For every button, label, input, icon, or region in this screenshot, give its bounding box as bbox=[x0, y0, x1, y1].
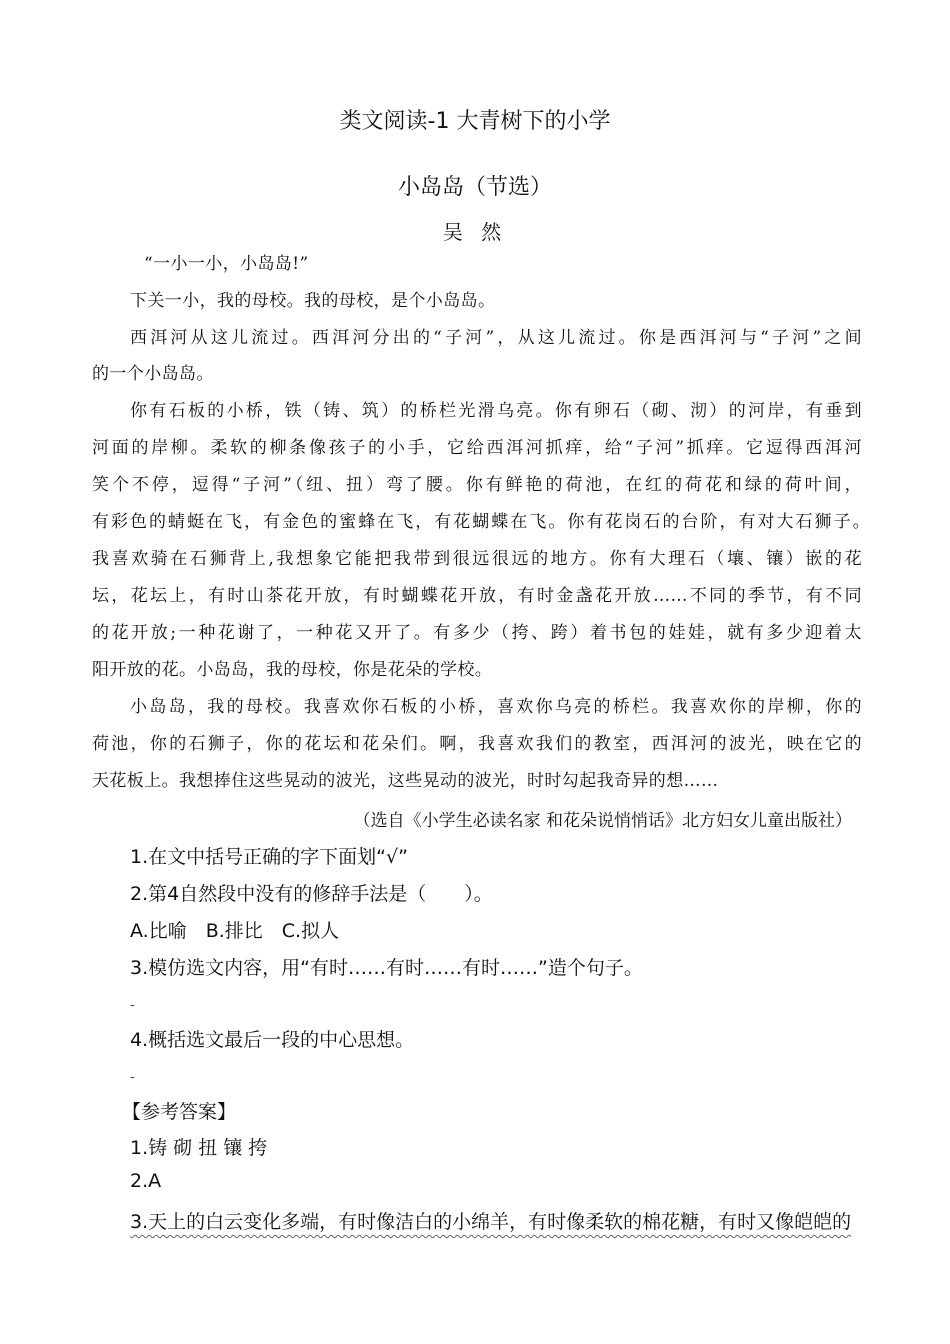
paragraph-line: 的花开放;一种花谢了，一种花又开了。有多少（挎、跨）着书包的娃娃，就有多少迎着太 bbox=[92, 623, 862, 643]
paragraph-line: 的一个小岛岛。 bbox=[92, 364, 214, 384]
paragraph-line: 荷池，你的石狮子，你的花坛和花朵们。啊，我喜欢我们的教室，西洱河的波光，映在它的 bbox=[92, 734, 862, 754]
answer-1: 1.铸 砌 扭 镶 挎 bbox=[130, 1137, 268, 1159]
paragraph-line: 笑个不停，逗得“子河”（纽、扭）弯了腰。你有鲜艳的荷池，在红的荷花和绿的荷叶间， bbox=[92, 475, 862, 495]
article-title: 小岛岛（节选） bbox=[397, 175, 552, 200]
paragraph-line: 天花板上。我想捧住这些晃动的波光，这些晃动的波光，时时勾起我奇异的想…… bbox=[92, 771, 719, 791]
source-citation: （选自《小学生必读名家 和花朵说悄悄话》北方妇女儿童出版社） bbox=[353, 811, 852, 831]
answers-heading: 【参考答案】 bbox=[122, 1101, 237, 1123]
paragraph-line: 我喜欢骑在石狮背上,我想象它能把我带到很远很远的地方。你有大理石（壤、镶）嵌的花 bbox=[92, 549, 862, 569]
question-4: 4.概括选文最后一段的中心思想。 bbox=[130, 1029, 415, 1051]
answer-blank: - bbox=[130, 1069, 135, 1085]
paragraph-line: 坛，花坛上，有时山茶花开放，有时蝴蝶花开放，有时金盏花开放……不同的季节，有不同 bbox=[92, 586, 862, 606]
page-title: 类文阅读-1 大青树下的小学 bbox=[339, 109, 611, 134]
paragraph-line: 河面的岸柳。柔软的柳条像孩子的小手，它给西洱河抓痒，给“子河”抓痒。它逗得西洱河 bbox=[92, 438, 862, 458]
paragraph-line: “一小一小，小岛岛!” bbox=[144, 254, 309, 274]
question-2-options: A.比喻 B.排比 C.拟人 bbox=[130, 920, 340, 942]
answer-blank: - bbox=[130, 997, 135, 1013]
answer-2: 2.A bbox=[130, 1170, 162, 1192]
question-1: 1.在文中括号正确的字下面划“√” bbox=[130, 846, 408, 868]
paragraph-line: 西洱河从这儿流过。西洱河分出的“子河”，从这儿流过。你是西洱河与“子河”之间 bbox=[130, 328, 862, 348]
paragraph-line: 有彩色的蜻蜓在飞，有金色的蜜蜂在飞，有花蝴蝶在飞。你有花岗石的台阶，有对大石狮子。 bbox=[92, 512, 870, 532]
paragraph-line: 阳开放的花。小岛岛，我的母校，你是花朵的学校。 bbox=[92, 660, 493, 680]
article-author: 吴 然 bbox=[442, 220, 508, 244]
paragraph-line: 下关一小，我的母校。我的母校，是个小岛岛。 bbox=[130, 291, 496, 311]
question-3: 3.模仿选文内容，用“有时……有时……有时……”造个句子。 bbox=[130, 957, 643, 979]
question-2: 2.第4自然段中没有的修辞手法是（ ）。 bbox=[130, 883, 493, 905]
paragraph-line: 你有石板的小桥，铁（铸、筑）的桥栏光滑乌亮。你有卵石（砌、沏）的河岸，有垂到 bbox=[130, 401, 862, 421]
paragraph-line: 小岛岛，我的母校。我喜欢你石板的小桥，喜欢你乌亮的桥栏。我喜欢你的岸柳，你的 bbox=[130, 697, 862, 717]
answer-3: 3.天上的白云变化多端，有时像洁白的小绵羊，有时像柔软的棉花糖，有时又像皑皑的 bbox=[130, 1211, 852, 1233]
